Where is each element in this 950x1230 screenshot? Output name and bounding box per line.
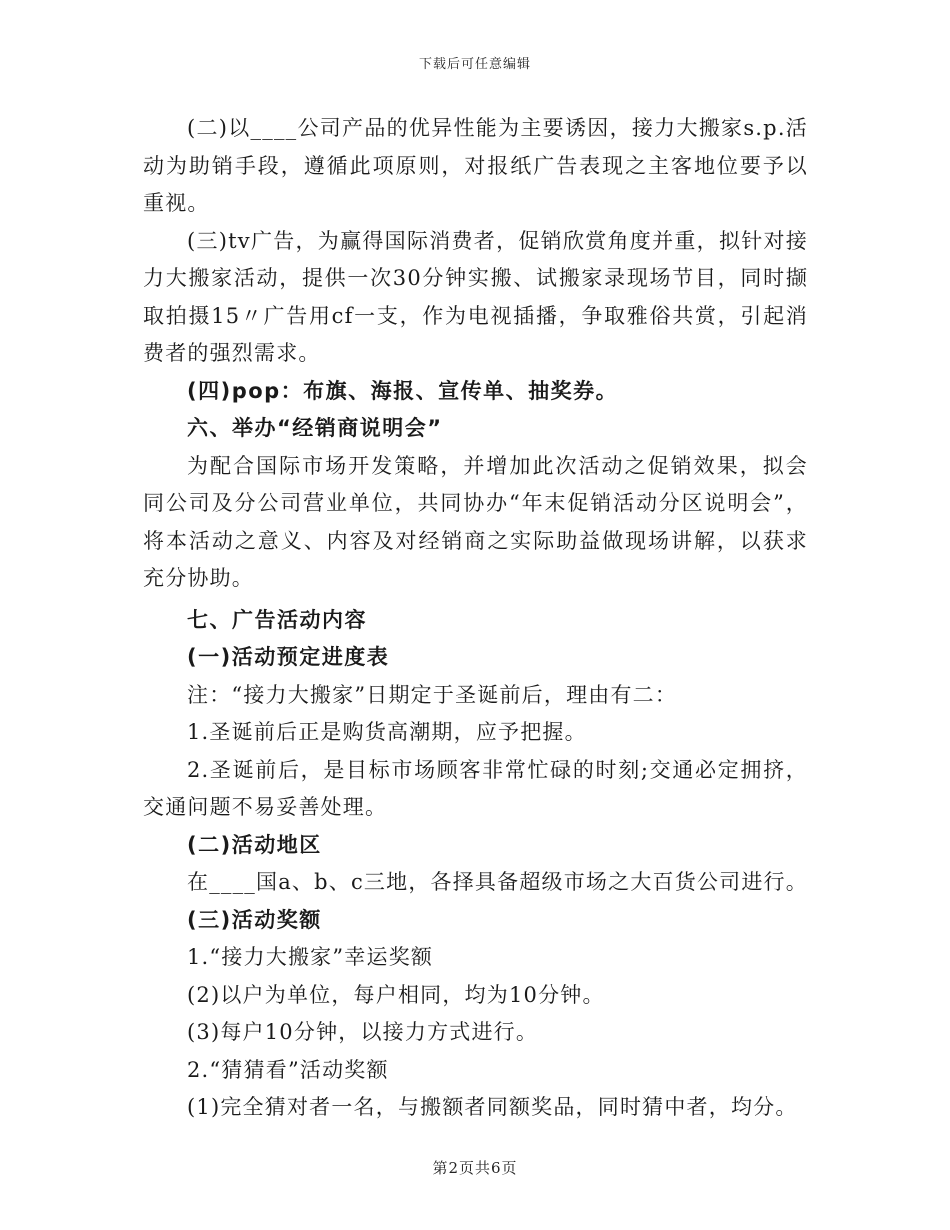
- page-footer: 第2页共6页: [432, 1159, 518, 1177]
- page-header: 下载后可任意编辑: [418, 57, 531, 72]
- list-item-reason-1: 1.圣诞前后正是购货高潮期，应予把握。: [187, 720, 587, 744]
- list-item-prize-1: 1.“接力大搬家”幸运奖额: [187, 945, 434, 969]
- list-item-prize-2: 2.“猜猜看”活动奖额: [187, 1057, 389, 1082]
- paragraph-print-ad-principle: (二)以____公司产品的优异性能为主要诱因，接力大搬家s.p.活动为助销手段，遵循此项原则，对报纸广告表现之主客地位要予以重视。: [143, 116, 808, 215]
- list-item-prize-2-1: (1)完全猜对者一名，与搬额者同额奖品，同时猜中者，均分。: [187, 1095, 798, 1119]
- subheading-schedule: (一)活动预定进度表: [187, 645, 390, 669]
- subheading-area: (二)活动地区: [187, 832, 322, 857]
- paragraph-note: 注：“接力大搬家”日期定于圣诞前后，理由有二：: [187, 682, 678, 707]
- subheading-prizes: (三)活动奖额: [187, 907, 322, 932]
- list-item-reason-2: 2.圣诞前后，是目标市场顾客非常忙碌的时刻;交通必定拥挤，交通问题不易妥善处理。: [143, 757, 808, 819]
- document-body: [143, 110, 808, 1127]
- section-heading-dealer-meeting: 六、举办“经销商说明会”: [187, 416, 443, 440]
- section-heading-ad-content: 七、广告活动内容: [187, 607, 367, 632]
- paragraph-dealer-meeting: 为配合国际市场开发策略，并增加此次活动之促销效果，拟会同公司及分公司营业单位，共同协办“年末促销活动分区说明会”，将本活动之意义、内容及对经销商之实际助益做现场讲解，以获求充分协助。: [143, 453, 808, 590]
- paragraph-pop: (四)pop：布旗、海报、宣传单、抽奖券。: [187, 378, 619, 403]
- list-item-prize-1-2: (2)以户为单位，每户相同，均为10分钟。: [187, 982, 605, 1007]
- paragraph-area: 在____国a、b、c三地，各择具备超级市场之大百货公司进行。: [187, 870, 808, 894]
- list-item-prize-1-3: (3)每户10分钟，以接力方式进行。: [187, 1020, 539, 1044]
- paragraph-tv-ad: (三)tv广告，为赢得国际消费者，促销欣赏角度并重，拟针对接力大搬家活动，提供一次30分钟实搬、试搬家录现场节目，同时撷取拍摄15〃广告用cf一支，作为电视插播，争取雅俗共赏，引起消费者的强烈需求。: [143, 228, 808, 365]
